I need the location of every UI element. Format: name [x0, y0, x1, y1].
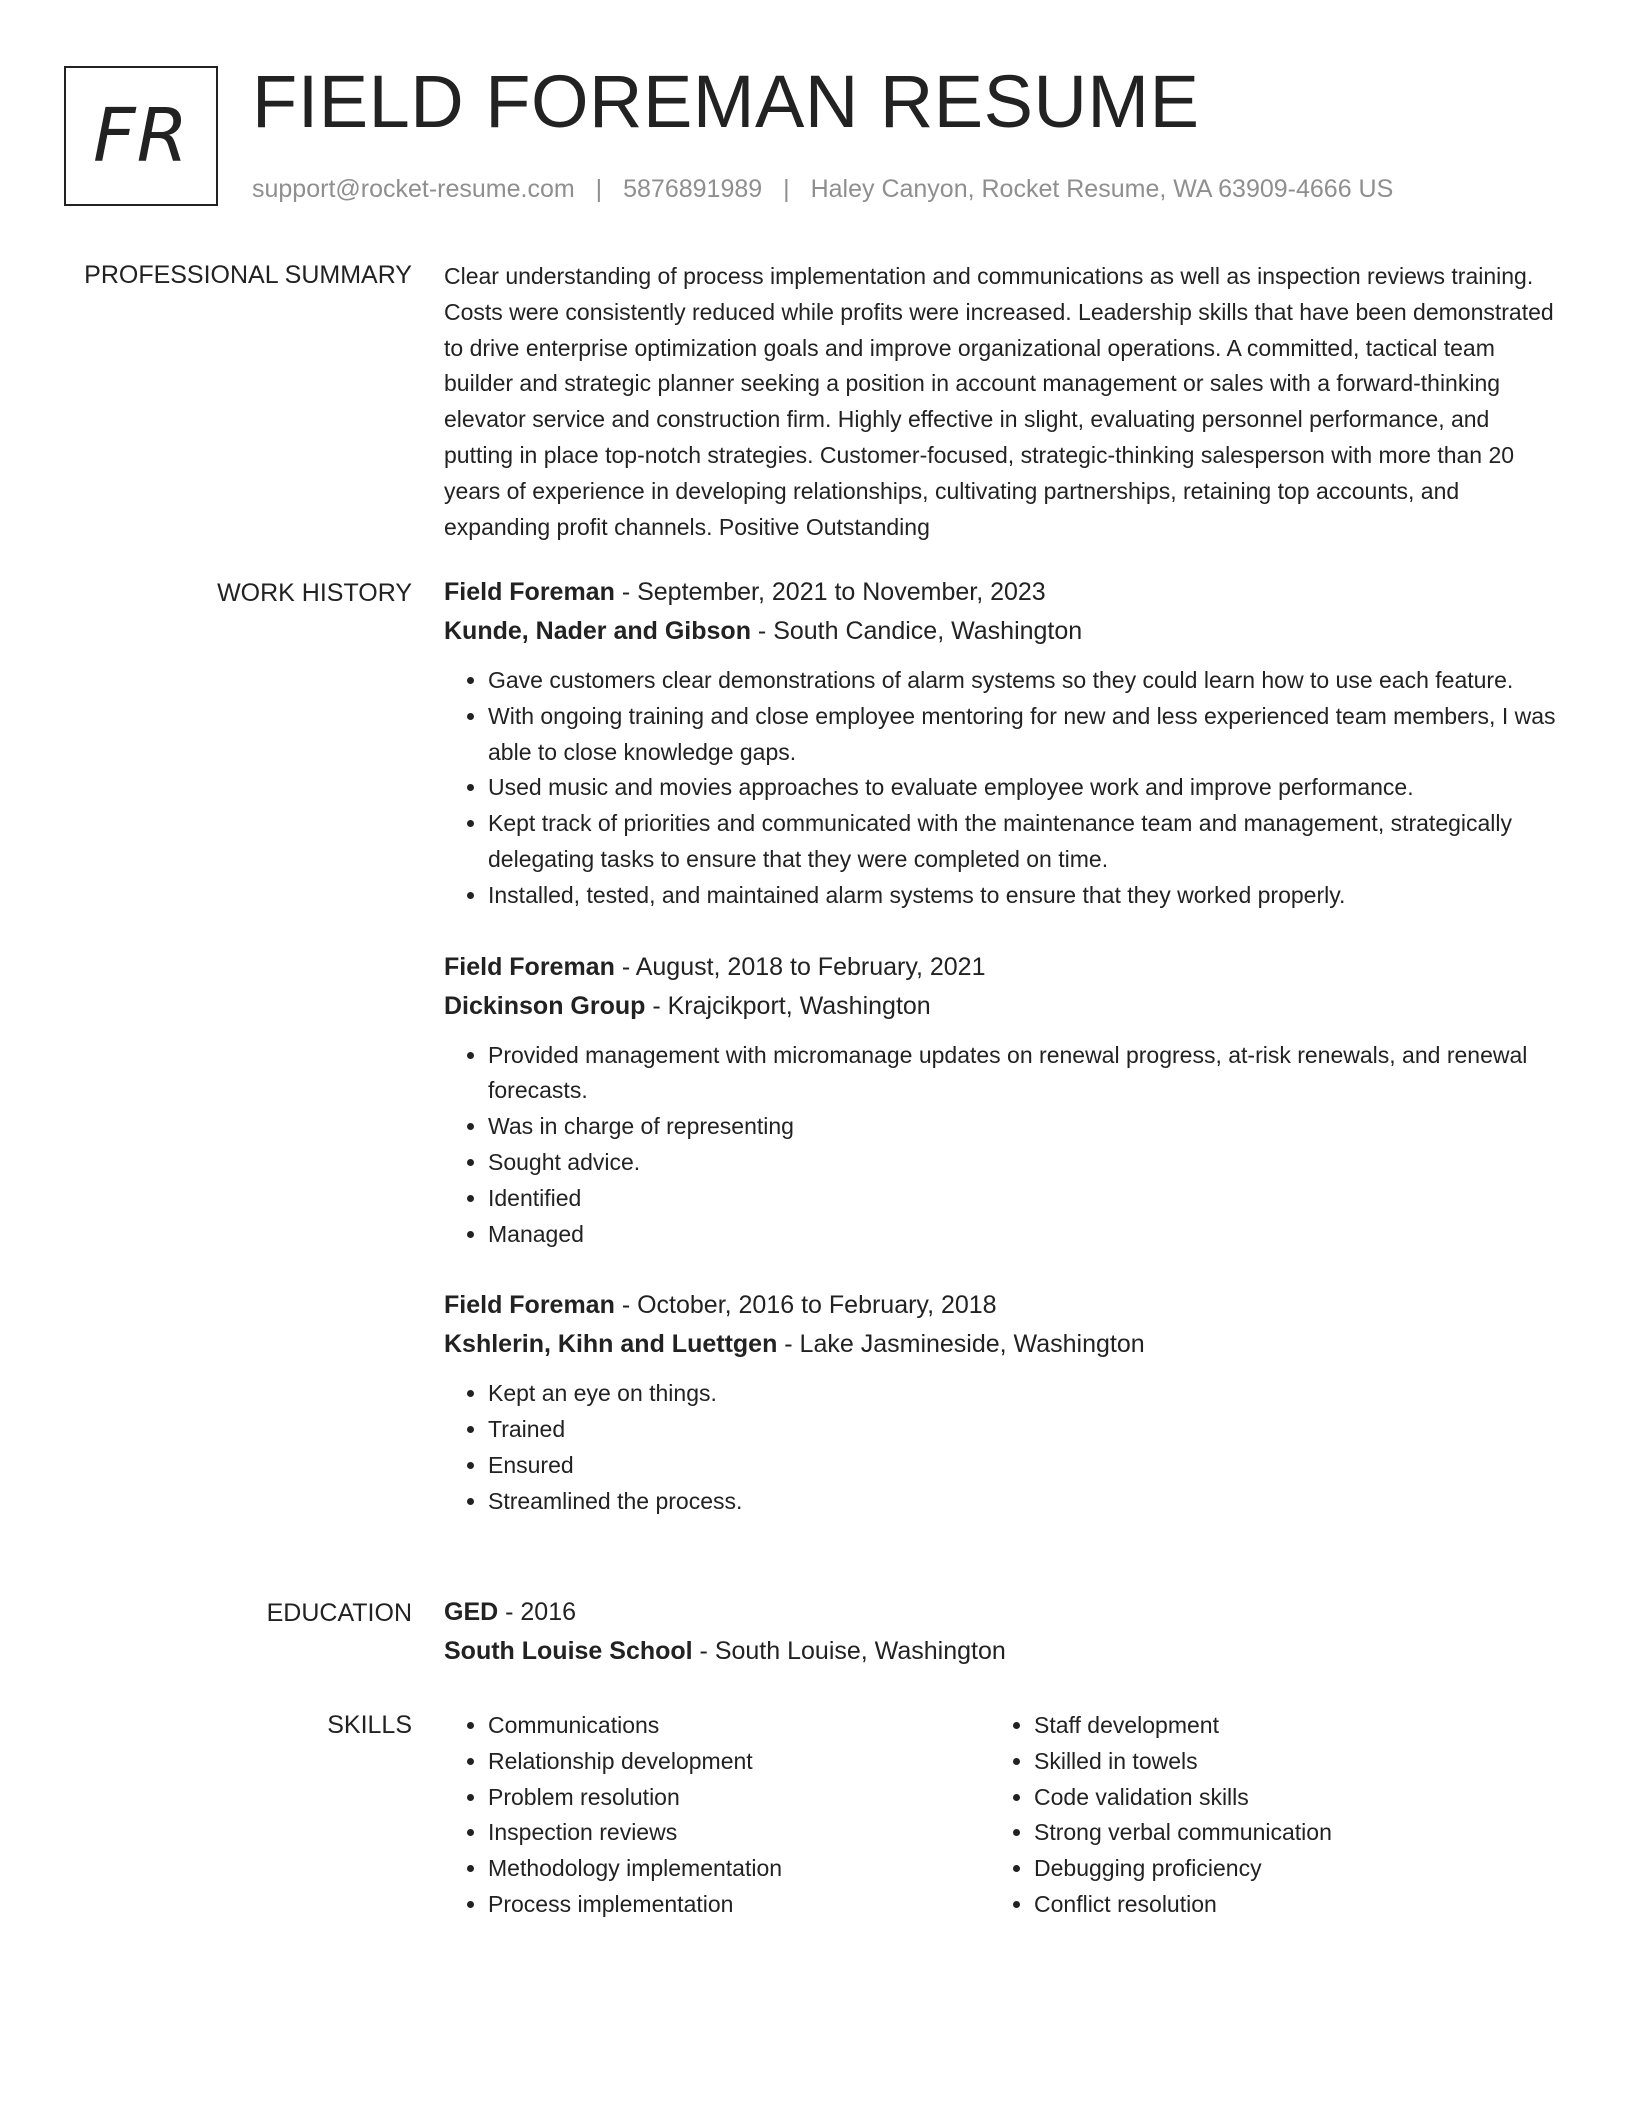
- list-item: • Methodology implementation: [488, 1851, 990, 1887]
- job-dates: - September, 2021 to November, 2023: [614, 578, 1046, 606]
- list-item: • Ensured: [488, 1448, 1564, 1484]
- job-bullets: [444, 1038, 1564, 1253]
- list-item: • Problem resolution: [488, 1780, 990, 1816]
- list-item: • Conflict resolution: [1034, 1887, 1536, 1923]
- education-year: - 2016: [498, 1598, 577, 1626]
- job-dates: - August, 2018 to February, 2021: [614, 952, 986, 981]
- contact-separator: |: [595, 175, 603, 203]
- list-item: • Identified: [488, 1181, 1564, 1217]
- monogram: FR: [64, 66, 218, 206]
- list-item: • Relationship development: [488, 1744, 990, 1780]
- work-history-heading: WORK HISTORY: [217, 579, 412, 607]
- skills-list-right: [990, 1708, 1536, 1923]
- list-item: • Installed, tested, and maintained alarm systems to ensure that they worked properly.: [488, 878, 1564, 914]
- list-item: • Kept track of priorities and communicated with the maintenance team and management, strategically delegating tasks to ensure that they were completed on time.: [488, 806, 1564, 878]
- education-body: [444, 1593, 1564, 1671]
- job-company: Dickinson Group: [444, 991, 646, 1020]
- job-company-line: [444, 612, 1564, 651]
- education-degree: GED: [444, 1598, 499, 1626]
- list-item: • Strong verbal communication: [1034, 1815, 1536, 1851]
- contact-line: [252, 172, 1393, 206]
- list-item: • Code validation skills: [1034, 1780, 1536, 1816]
- list-item: • With ongoing training and close employee mentoring for new and less experienced team members, I was able to close knowledge gaps.: [488, 699, 1564, 771]
- job-company: Kshlerin, Kihn and Luettgen: [444, 1330, 778, 1359]
- job-location: - South Candice, Washington: [750, 617, 1083, 645]
- page-title: FIELD FOREMAN RESUME: [252, 60, 1200, 143]
- contact-separator: |: [783, 175, 790, 203]
- education-school-line: [444, 1632, 1564, 1671]
- list-item: • Staff development: [1034, 1708, 1536, 1744]
- list-item: • Was in charge of representing: [488, 1109, 1564, 1145]
- job-entry: [444, 573, 1564, 914]
- job-title-line: [444, 948, 1564, 987]
- list-item: • Used music and movies approaches to evaluate employee work and improve performance.: [488, 770, 1564, 806]
- work-history-body: [444, 573, 1564, 1554]
- list-item: • Process implementation: [488, 1887, 990, 1923]
- list-item: • Skilled in towels: [1034, 1744, 1536, 1780]
- summary-text: Clear understanding of process implementation and communications as well as inspection reviews training. Costs were consistently reduced while profits were increased. Leadership skills that have been demonstrated to drive enterprise optimization goals and improve organizational operations. A committed, tactical team builder and strategic planner seeking a position in account management or sales with a forward-thinking elevator service and construction firm. Highly effective in slight, evaluating personnel performance, and putting in place top-notch strategies. Customer-focused, strategic-thinking salesperson with more than 20 years of experience in developing relationships, cultivating partnerships, retaining top accounts, and expanding profit channels. Positive Outstanding: [444, 263, 1554, 540]
- job-title-line: [444, 1286, 1564, 1325]
- job-title: Field Foreman: [444, 952, 615, 981]
- skills-heading: SKILLS: [327, 1711, 412, 1739]
- education-degree-line: [444, 1593, 1564, 1632]
- list-item: • Gave customers clear demonstrations of alarm systems so they could learn how to use each feature.: [488, 663, 1564, 699]
- education-heading: EDUCATION: [266, 1599, 412, 1627]
- job-title: Field Foreman: [444, 578, 615, 606]
- job-title-line: [444, 573, 1564, 612]
- contact-phone[interactable]: 5876891989: [623, 175, 763, 203]
- job-company-line: [444, 1325, 1564, 1364]
- skills-columns: [444, 1708, 1564, 1923]
- job-location: - Lake Jasmineside, Washington: [777, 1330, 1145, 1359]
- job-company: Kunde, Nader and Gibson: [444, 617, 751, 645]
- job-location: - Krajcikport, Washington: [645, 991, 931, 1020]
- job-entry: [444, 1286, 1564, 1519]
- list-item: • Trained: [488, 1412, 1564, 1448]
- list-item: • Sought advice.: [488, 1145, 1564, 1181]
- job-title: Field Foreman: [444, 1291, 615, 1320]
- list-item: • Managed: [488, 1217, 1564, 1253]
- list-item: • Provided management with micromanage updates on renewal progress, at-risk renewals, and renewal forecasts.: [488, 1038, 1564, 1110]
- job-bullets: [444, 663, 1564, 914]
- contact-address: Haley Canyon, Rocket Resume, WA 63909-4666 US: [810, 175, 1394, 203]
- list-item: • Communications: [488, 1708, 990, 1744]
- skills-body: [444, 1708, 1564, 1923]
- education-school: South Louise School: [444, 1637, 693, 1665]
- education-location: - South Louise, Washington: [692, 1637, 1006, 1665]
- list-item: • Kept an eye on things.: [488, 1376, 1564, 1412]
- job-company-line: [444, 987, 1564, 1026]
- summary-heading: PROFESSIONAL SUMMARY: [84, 261, 412, 289]
- list-item: • Streamlined the process.: [488, 1484, 1564, 1520]
- list-item: • Debugging proficiency: [1034, 1851, 1536, 1887]
- contact-email[interactable]: support@rocket-resume.com: [252, 175, 575, 203]
- summary-body: [444, 259, 1564, 545]
- job-dates: - October, 2016 to February, 2018: [614, 1291, 997, 1320]
- list-item: • Inspection reviews: [488, 1815, 990, 1851]
- job-entry: [444, 948, 1564, 1253]
- job-bullets: [444, 1376, 1564, 1519]
- skills-list-left: [444, 1708, 990, 1923]
